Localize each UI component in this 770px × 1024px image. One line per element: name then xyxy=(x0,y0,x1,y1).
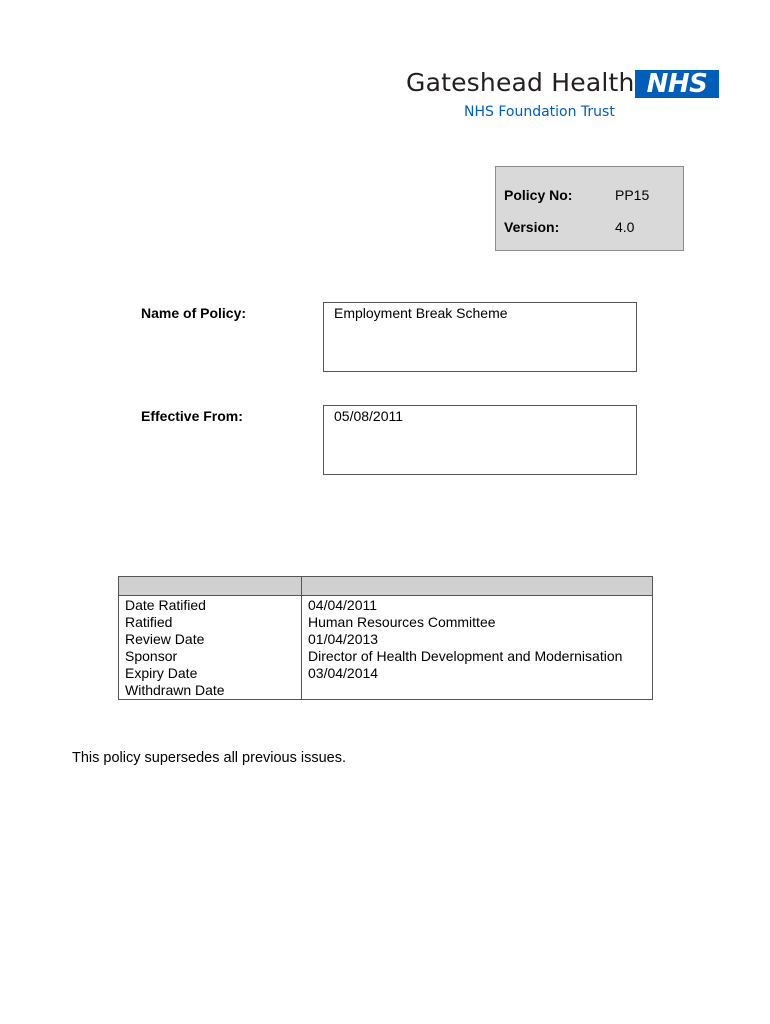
table-header-cell xyxy=(119,577,302,596)
row-value-date-ratified: 04/04/2011 xyxy=(302,596,653,615)
version-label: Version: xyxy=(504,219,560,235)
table-row xyxy=(119,665,653,682)
policy-info-box xyxy=(495,166,684,251)
logo-subtitle: NHS Foundation Trust xyxy=(464,104,615,120)
table-header-cell xyxy=(302,577,653,596)
table-row xyxy=(119,648,653,665)
table-row xyxy=(119,682,653,700)
row-value-expiry-date: 03/04/2014 xyxy=(302,665,653,682)
row-label-expiry-date: Expiry Date xyxy=(119,665,302,682)
effective-from-label: Effective From: xyxy=(141,408,243,424)
row-value-ratified: Human Resources Committee xyxy=(302,614,653,631)
trust-logo xyxy=(406,68,726,128)
ratification-table xyxy=(118,576,653,700)
effective-from-field: 05/08/2011 xyxy=(323,405,637,475)
table-header-row xyxy=(119,577,653,596)
table-row xyxy=(119,631,653,648)
version-value: 4.0 xyxy=(615,219,635,235)
row-value-withdrawn-date xyxy=(302,682,653,700)
table-row xyxy=(119,614,653,631)
row-value-sponsor: Director of Health Development and Modernisation xyxy=(302,648,653,665)
row-label-withdrawn-date: Withdrawn Date xyxy=(119,682,302,700)
logo-trust-name: Gateshead Health xyxy=(406,68,635,97)
policy-name-label: Name of Policy: xyxy=(141,305,247,321)
row-label-date-ratified: Date Ratified xyxy=(119,596,302,615)
row-label-sponsor: Sponsor xyxy=(119,648,302,665)
nhs-badge-icon: NHS xyxy=(635,70,719,98)
policy-no-label: Policy No: xyxy=(504,187,573,203)
row-value-review-date: 01/04/2013 xyxy=(302,631,653,648)
policy-name-field: Employment Break Scheme xyxy=(323,302,637,372)
table-row xyxy=(119,596,653,615)
row-label-ratified: Ratified xyxy=(119,614,302,631)
supersedes-note: This policy supersedes all previous issues. xyxy=(72,750,347,766)
row-label-review-date: Review Date xyxy=(119,631,302,648)
policy-no-value: PP15 xyxy=(615,187,650,203)
